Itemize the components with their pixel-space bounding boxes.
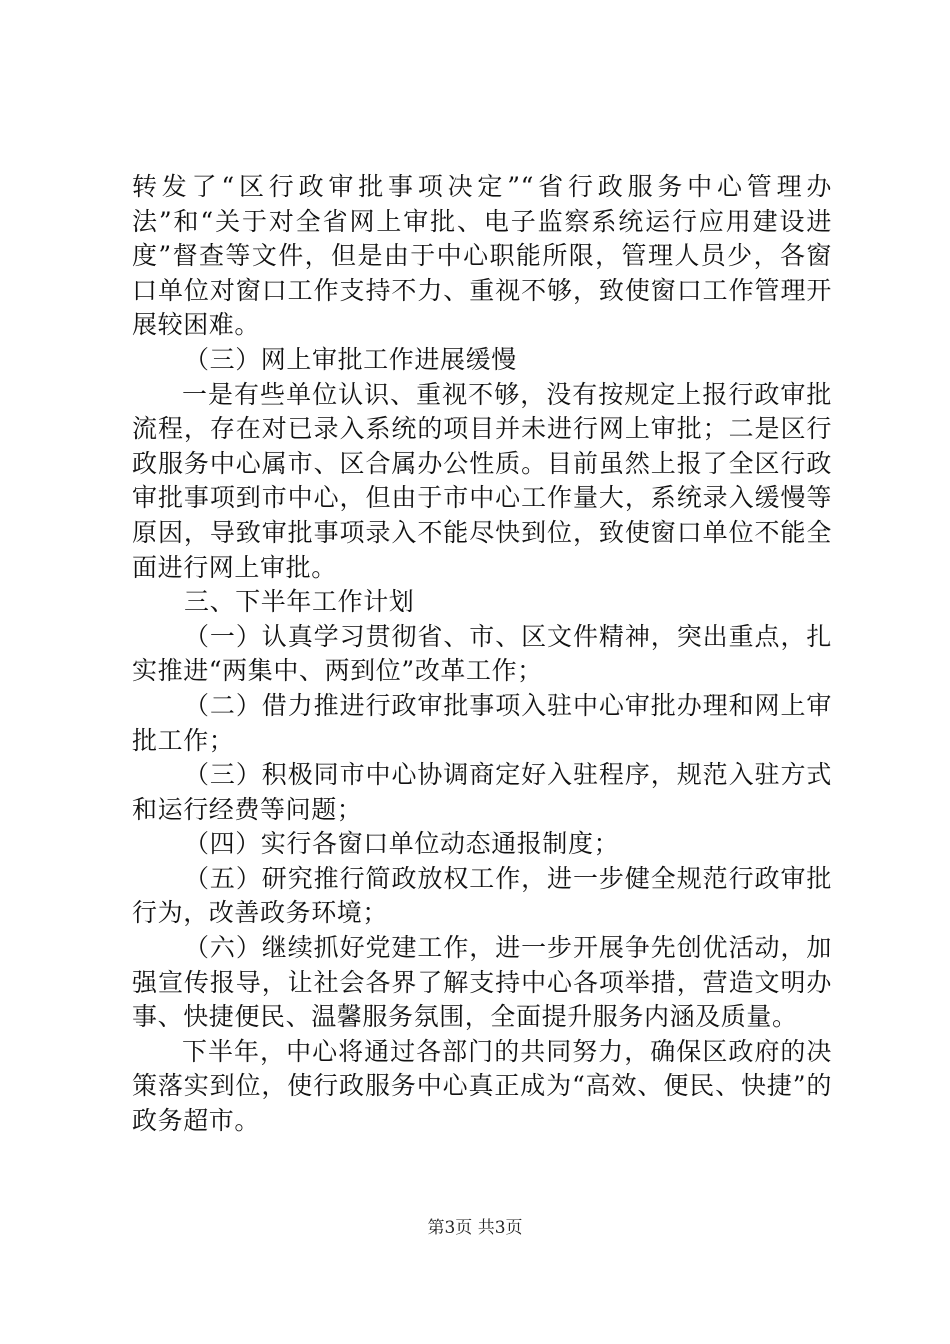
document-body bbox=[132, 170, 832, 1139]
page-number-label: 第3页 共3页 bbox=[427, 1218, 523, 1238]
section-heading-work-plan: 三、下半年工作计划 bbox=[184, 587, 415, 617]
plan-item-3: （三）积极同市中心协调商定好入驻程序，规范入驻方式和运行经费等问题； bbox=[132, 760, 832, 824]
plan-item-5: （五）研究推行简政放权工作，进一步健全规范行政审批行为，改善政务环境； bbox=[132, 863, 832, 928]
paragraph-conclusion: 下半年，中心将通过各部门的共同努力，确保区政府的决策落实到位，使行政服务中心真正成为“高效、便民、快捷”的政务超市。 bbox=[132, 1036, 832, 1136]
plan-item-6: （六）继续抓好党建工作，进一步开展争先创优活动，加强宣传报导，让社会各界了解支持中心各项举措，营造文明办事、快捷便民、温馨服务氛围，全面提升服务内涵及质量。 bbox=[132, 933, 832, 1032]
plan-item-2: （二）借力推进行政审批事项入驻中心审批办理和网上审批工作； bbox=[132, 690, 832, 755]
plan-item-4: （四）实行各窗口单位动态通报制度； bbox=[184, 829, 620, 859]
page-footer bbox=[0, 1213, 950, 1238]
paragraph-continued: 转发了“区行政审批事项决定”“省行政服务中心管理办法”和“关于对全省网上审批、电子监察系统运行应用建设进度”督查等文件，但是由于中心职能所限，管理人员少，各窗口单位对窗口工作支持不力、重视不够，致使窗口工作管理开展较困难。 bbox=[132, 172, 832, 340]
plan-item-1: （一）认真学习贯彻省、市、区文件精神，突出重点，扎实推进“两集中、两到位”改革工作； bbox=[132, 621, 832, 686]
paragraph-online-approval-details: 一是有些单位认识、重视不够，没有按规定上报行政审批流程，存在对已录入系统的项目并未进行网上审批；二是区行政服务中心属市、区合属办公性质。目前虽然上报了全区行政审批事项到市中心，但由于市中心工作量大，系统录入缓慢等原因，导致审批事项录入不能尽快到位，致使窗口单位不能全面进行网上审批。 bbox=[132, 379, 832, 582]
section-heading-online-approval: （三）网上审批工作进展缓慢 bbox=[184, 344, 517, 374]
